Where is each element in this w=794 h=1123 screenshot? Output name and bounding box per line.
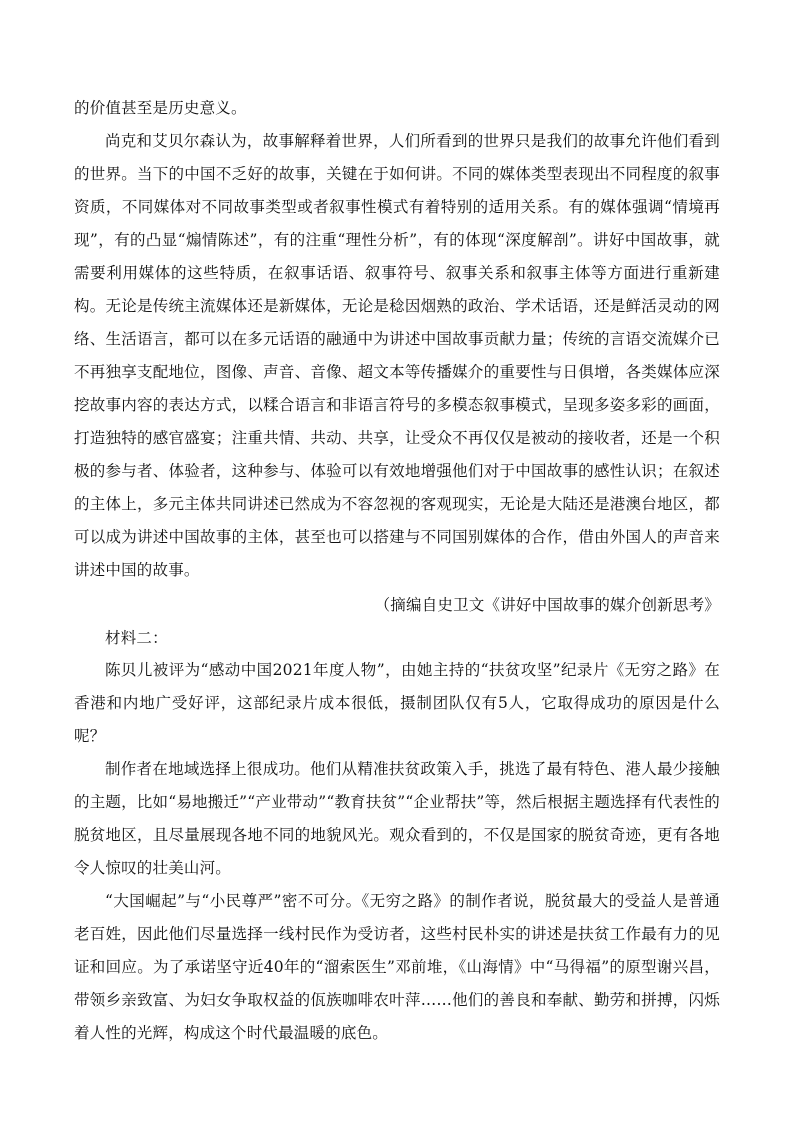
paragraph-material-one: 尚克和艾贝尔森认为，故事解释着世界，人们所看到的世界只是我们的故事允许他们看到的世界。当下的中国不乏好的故事，关键在于如何讲。不同的媒体类型表现出不同程度的叙事资质，不同媒体对不同故事类型或者叙事性模式有着特别的适用关系。有的媒体强调“情境再现”，有的凸显“煽情陈述”，有的注重“理性分析”，有的体现“深度解剖”。讲好中国故事，就需要利用媒体的这些特质，在叙事话语、叙事符号、叙事关系和叙事主体等方面进行重新建构。无论是传统主流媒体还是新媒体，无论是稔因烟熟的政治、学术话语，还是鲜活灵动的网络、生活语言，都可以在多元话语的融通中为讲述中国故事贡献力量；传统的言语交流媒介已不再独享支配地位，图像、声音、音像、超文本等传播媒介的重要性与日俱增，各类媒体应深挖故事内容的表达方式，以糅合语言和非语言符号的多模态叙事模式，呈现多姿多彩的画面，打造独特的感官盛宴；注重共情、共动、共享，让受众不再仅仅是被动的接收者，还是一个积极的参与者、体验者，这种参与、体验可以有效地增强他们对于中国故事的感性认识；在叙述的主体上，多元主体共同讲述已然成为不容忽视的客观现实，无论是大陆还是港澳台地区，都可以成为讲述中国故事的主体，甚至也可以搭建与不同国别媒体的合作，借由外国人的声音来讲述中国的故事。 xyxy=(74,132,720,579)
material-two-label: 材料二： xyxy=(105,629,168,647)
document-page xyxy=(74,92,720,1050)
source-citation: （摘编自史卫文《讲好中国故事的媒介创新思考》 xyxy=(374,596,720,614)
paragraph-material-two-2: 制作者在地域选择上很成功。他们从精准扶贫政策入手，挑选了最有特色、港人最少接触的主题，比如“易地搬迁”“产业带动”“教育扶贫”“企业帮扶”等，然后根据主题选择有代表性的脱贫地区，且尽量展现各地不同的地貌风光。观众看到的，不仅是国家的脱贫奇迹，更有各地令人惊叹的壮美山河。 xyxy=(74,760,720,877)
paragraph-material-two-1: 陈贝儿被评为“感动中国2021年度人物”，由她主持的“扶贫攻坚”纪录片《无穷之路》在香港和内地广受好评，这部纪录片成本很低，摄制团队仅有5人，它取得成功的原因是什么呢？ xyxy=(74,661,720,745)
paragraph-material-two-3: “大国崛起”与“小民尊严”密不可分。《无穷之路》的制作者说，脱贫最大的受益人是普通老百姓，因此他们尽量选择一线村民作为受访者，这些村民朴实的讲述是扶贫工作最有力的见证和回应。为了承诺坚守近40年的“溜索医生”邓前堆，《山海情》中“马得福”的原型谢兴昌，带领乡亲致富、为妇女争取权益的佤族咖啡农叶萍……他们的善良和奉献、勤劳和拼搏，闪烁着人性的光辉，构成这个时代最温暖的底色。 xyxy=(74,892,720,1042)
paragraph-continuation: 的价值甚至是历史意义。 xyxy=(74,99,247,117)
